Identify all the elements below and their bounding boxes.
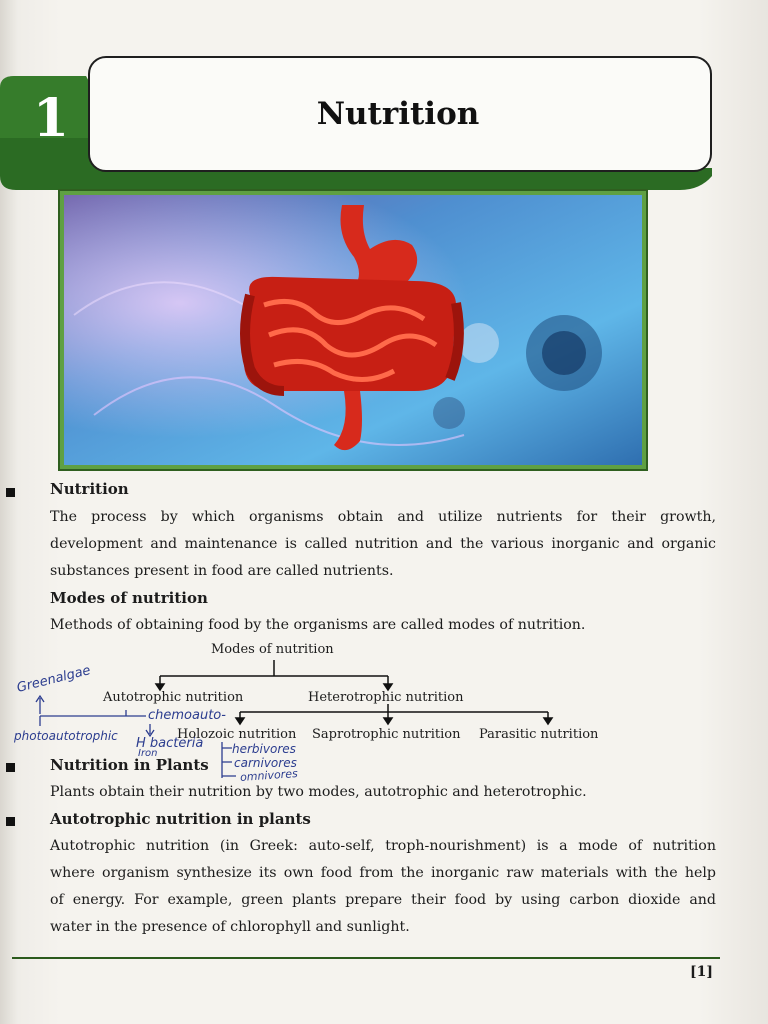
- flow-holozoic: Holozoic nutrition: [177, 727, 297, 742]
- autotrophic-line-1: Autotrophic nutrition (in Greek: auto-self, troph-nourishment) is a mode of nutrition: [50, 838, 716, 854]
- bullet-plants: [6, 763, 15, 772]
- chapter-title: Nutrition: [316, 96, 480, 132]
- autotrophic-line-4: water in the presence of chlorophyll and sunlight.: [50, 919, 410, 935]
- flow-heterotrophic: Heterotrophic nutrition: [308, 690, 464, 705]
- nutrition-line-1: The process by which organisms obtain and utilize nutrients for their growth,: [50, 509, 716, 525]
- chapter-number: 1: [32, 88, 70, 149]
- handwritten-photoautotrophic: photoautotrophic: [14, 729, 118, 743]
- handwritten-strokes: [0, 690, 330, 790]
- heading-nutrition: Nutrition: [50, 480, 129, 498]
- nutrition-line-3: substances present in food are called nutrients.: [50, 563, 394, 579]
- nutrition-line-2: development and maintenance is called nutrition and the various inorganic and organic: [50, 536, 716, 552]
- footer-rule: [12, 957, 720, 959]
- heading-plants: Nutrition in Plants: [50, 756, 209, 774]
- plants-paragraph: Plants obtain their nutrition by two modes, autotrophic and heterotrophic.: [50, 784, 587, 800]
- page-number: [1]: [690, 964, 713, 980]
- autotrophic-paragraph: [50, 833, 716, 941]
- autotrophic-line-2: where organism synthesize its own food from the inorganic raw materials with the help: [50, 865, 716, 881]
- modes-paragraph: Methods of obtaining food by the organisms are called modes of nutrition.: [50, 617, 586, 633]
- heading-modes: Modes of nutrition: [50, 589, 208, 607]
- autotrophic-line-3: of energy. For example, green plants prepare their food by using carbon dioxide and: [50, 892, 716, 908]
- handwritten-carnivores: carnivores: [234, 756, 297, 770]
- flow-autotrophic: Autotrophic nutrition: [103, 690, 244, 705]
- handwritten-chemoauto: chemoauto-: [148, 708, 226, 723]
- handwritten-omnivores: omnivores: [239, 767, 299, 784]
- handwritten-herbivores: herbivores: [232, 742, 296, 756]
- bullet-nutrition: [6, 488, 15, 497]
- nutrition-paragraph: [50, 504, 716, 585]
- handwritten-iron: Iron: [138, 748, 158, 759]
- bullet-autotrophic: [6, 817, 15, 826]
- handwritten-h-bacteria: H bacteria: [136, 736, 204, 751]
- digestive-system-illustration: [58, 189, 648, 471]
- flow-root: Modes of nutrition: [211, 642, 334, 657]
- flow-saprotrophic: Saprotrophic nutrition: [312, 727, 461, 742]
- flow-parasitic: Parasitic nutrition: [479, 727, 599, 742]
- handwritten-green-algae: Greenalgae: [15, 663, 93, 696]
- heading-autotrophic: Autotrophic nutrition in plants: [50, 810, 311, 828]
